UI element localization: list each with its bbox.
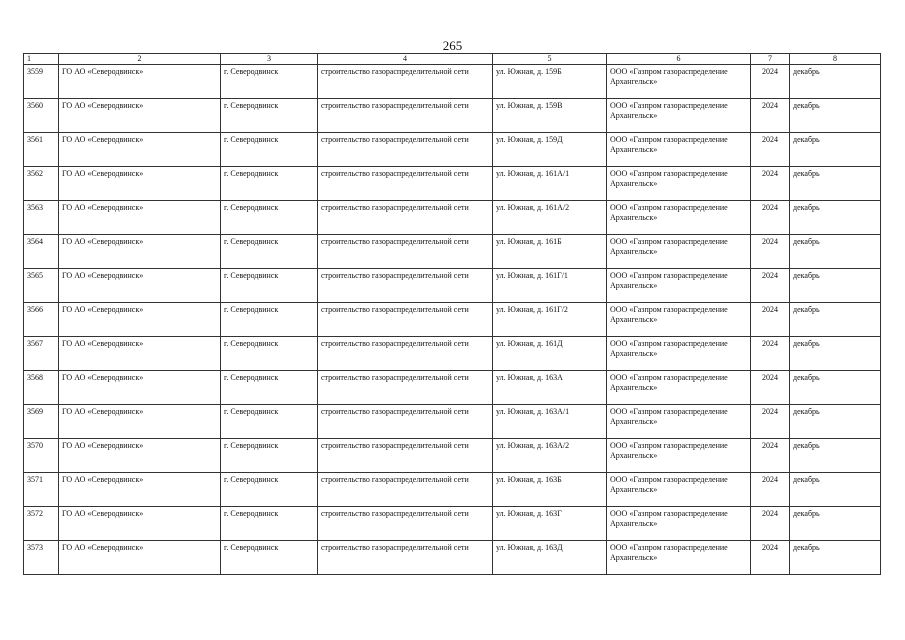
cell-month: декабрь <box>790 65 881 99</box>
cell-settlement: г. Северодвинск <box>221 405 318 439</box>
cell-row-number: 3573 <box>24 541 59 575</box>
cell-municipality: ГО АО «Северодвинск» <box>59 507 221 541</box>
cell-work-type: строительство газораспределительной сети <box>318 235 493 269</box>
table-row <box>24 167 881 201</box>
cell-address: ул. Южная, д. 159В <box>493 99 607 133</box>
table-row <box>24 269 881 303</box>
cell-address: ул. Южная, д. 163Б <box>493 473 607 507</box>
cell-municipality: ГО АО «Северодвинск» <box>59 133 221 167</box>
cell-address: ул. Южная, д. 159Б <box>493 65 607 99</box>
cell-organization: ООО «Газпром газораспределение Архангельск» <box>607 337 751 371</box>
cell-row-number: 3570 <box>24 439 59 473</box>
cell-row-number: 3571 <box>24 473 59 507</box>
cell-settlement: г. Северодвинск <box>221 201 318 235</box>
column-header-5: 5 <box>493 54 607 65</box>
cell-settlement: г. Северодвинск <box>221 235 318 269</box>
cell-organization: ООО «Газпром газораспределение Архангельск» <box>607 99 751 133</box>
cell-row-number: 3564 <box>24 235 59 269</box>
page-number: 265 <box>442 38 463 53</box>
cell-row-number: 3565 <box>24 269 59 303</box>
column-header-1: 1 <box>24 54 59 65</box>
table-row <box>24 405 881 439</box>
cell-address: ул. Южная, д. 161Г/1 <box>493 269 607 303</box>
cell-work-type: строительство газораспределительной сети <box>318 65 493 99</box>
cell-municipality: ГО АО «Северодвинск» <box>59 167 221 201</box>
cell-organization: ООО «Газпром газораспределение Архангельск» <box>607 133 751 167</box>
cell-address: ул. Южная, д. 161Б <box>493 235 607 269</box>
cell-work-type: строительство газораспределительной сети <box>318 541 493 575</box>
cell-municipality: ГО АО «Северодвинск» <box>59 405 221 439</box>
column-header-6: 6 <box>607 54 751 65</box>
cell-work-type: строительство газораспределительной сети <box>318 473 493 507</box>
cell-month: декабрь <box>790 235 881 269</box>
cell-settlement: г. Северодвинск <box>221 337 318 371</box>
cell-settlement: г. Северодвинск <box>221 133 318 167</box>
cell-municipality: ГО АО «Северодвинск» <box>59 65 221 99</box>
cell-month: декабрь <box>790 473 881 507</box>
table-row <box>24 303 881 337</box>
cell-address: ул. Южная, д. 161А/2 <box>493 201 607 235</box>
cell-year: 2024 <box>751 133 790 167</box>
cell-settlement: г. Северодвинск <box>221 507 318 541</box>
cell-work-type: строительство газораспределительной сети <box>318 303 493 337</box>
cell-settlement: г. Северодвинск <box>221 99 318 133</box>
cell-address: ул. Южная, д. 161А/1 <box>493 167 607 201</box>
table-row <box>24 439 881 473</box>
cell-row-number: 3562 <box>24 167 59 201</box>
cell-address: ул. Южная, д. 163Д <box>493 541 607 575</box>
cell-work-type: строительство газораспределительной сети <box>318 99 493 133</box>
table-row <box>24 235 881 269</box>
cell-month: декабрь <box>790 167 881 201</box>
cell-month: декабрь <box>790 541 881 575</box>
cell-month: декабрь <box>790 133 881 167</box>
cell-month: декабрь <box>790 269 881 303</box>
cell-municipality: ГО АО «Северодвинск» <box>59 235 221 269</box>
cell-settlement: г. Северодвинск <box>221 439 318 473</box>
cell-month: декабрь <box>790 337 881 371</box>
cell-year: 2024 <box>751 201 790 235</box>
cell-year: 2024 <box>751 541 790 575</box>
cell-organization: ООО «Газпром газораспределение Архангельск» <box>607 235 751 269</box>
cell-work-type: строительство газораспределительной сети <box>318 133 493 167</box>
cell-settlement: г. Северодвинск <box>221 167 318 201</box>
cell-work-type: строительство газораспределительной сети <box>318 405 493 439</box>
cell-address: ул. Южная, д. 163Г <box>493 507 607 541</box>
table-row <box>24 507 881 541</box>
column-header-2: 2 <box>59 54 221 65</box>
cell-year: 2024 <box>751 371 790 405</box>
cell-municipality: ГО АО «Северодвинск» <box>59 541 221 575</box>
cell-address: ул. Южная, д. 163А/2 <box>493 439 607 473</box>
cell-municipality: ГО АО «Северодвинск» <box>59 371 221 405</box>
cell-month: декабрь <box>790 507 881 541</box>
cell-work-type: строительство газораспределительной сети <box>318 507 493 541</box>
cell-settlement: г. Северодвинск <box>221 269 318 303</box>
data-table <box>23 53 881 575</box>
cell-organization: ООО «Газпром газораспределение Архангельск» <box>607 405 751 439</box>
cell-row-number: 3563 <box>24 201 59 235</box>
cell-year: 2024 <box>751 473 790 507</box>
table-row <box>24 65 881 99</box>
cell-settlement: г. Северодвинск <box>221 371 318 405</box>
cell-year: 2024 <box>751 167 790 201</box>
cell-organization: ООО «Газпром газораспределение Архангельск» <box>607 167 751 201</box>
cell-organization: ООО «Газпром газораспределение Архангельск» <box>607 473 751 507</box>
cell-address: ул. Южная, д. 163А/1 <box>493 405 607 439</box>
cell-row-number: 3566 <box>24 303 59 337</box>
cell-settlement: г. Северодвинск <box>221 303 318 337</box>
cell-month: декабрь <box>790 405 881 439</box>
cell-municipality: ГО АО «Северодвинск» <box>59 303 221 337</box>
cell-municipality: ГО АО «Северодвинск» <box>59 99 221 133</box>
table-row <box>24 99 881 133</box>
cell-year: 2024 <box>751 337 790 371</box>
cell-organization: ООО «Газпром газораспределение Архангельск» <box>607 439 751 473</box>
cell-work-type: строительство газораспределительной сети <box>318 337 493 371</box>
header-row <box>24 54 881 65</box>
table-header <box>24 54 881 65</box>
cell-year: 2024 <box>751 405 790 439</box>
cell-year: 2024 <box>751 99 790 133</box>
cell-organization: ООО «Газпром газораспределение Архангельск» <box>607 541 751 575</box>
cell-row-number: 3572 <box>24 507 59 541</box>
table-row <box>24 473 881 507</box>
cell-organization: ООО «Газпром газораспределение Архангельск» <box>607 507 751 541</box>
cell-organization: ООО «Газпром газораспределение Архангельск» <box>607 371 751 405</box>
cell-municipality: ГО АО «Северодвинск» <box>59 337 221 371</box>
table-row <box>24 201 881 235</box>
cell-organization: ООО «Газпром газораспределение Архангельск» <box>607 269 751 303</box>
cell-address: ул. Южная, д. 161Г/2 <box>493 303 607 337</box>
cell-municipality: ГО АО «Северодвинск» <box>59 269 221 303</box>
cell-work-type: строительство газораспределительной сети <box>318 439 493 473</box>
column-header-7: 7 <box>751 54 790 65</box>
cell-organization: ООО «Газпром газораспределение Архангельск» <box>607 65 751 99</box>
cell-row-number: 3569 <box>24 405 59 439</box>
table-row <box>24 541 881 575</box>
cell-work-type: строительство газораспределительной сети <box>318 371 493 405</box>
cell-municipality: ГО АО «Северодвинск» <box>59 439 221 473</box>
cell-address: ул. Южная, д. 161Д <box>493 337 607 371</box>
cell-work-type: строительство газораспределительной сети <box>318 269 493 303</box>
table-body <box>24 65 881 575</box>
cell-municipality: ГО АО «Северодвинск» <box>59 201 221 235</box>
cell-address: ул. Южная, д. 159Д <box>493 133 607 167</box>
cell-municipality: ГО АО «Северодвинск» <box>59 473 221 507</box>
cell-row-number: 3568 <box>24 371 59 405</box>
table-row <box>24 133 881 167</box>
column-header-8: 8 <box>790 54 881 65</box>
cell-month: декабрь <box>790 201 881 235</box>
cell-settlement: г. Северодвинск <box>221 65 318 99</box>
column-header-4: 4 <box>318 54 493 65</box>
cell-year: 2024 <box>751 439 790 473</box>
cell-settlement: г. Северодвинск <box>221 473 318 507</box>
cell-year: 2024 <box>751 303 790 337</box>
cell-work-type: строительство газораспределительной сети <box>318 201 493 235</box>
cell-month: декабрь <box>790 439 881 473</box>
cell-month: декабрь <box>790 303 881 337</box>
cell-year: 2024 <box>751 507 790 541</box>
cell-row-number: 3561 <box>24 133 59 167</box>
cell-year: 2024 <box>751 269 790 303</box>
cell-row-number: 3560 <box>24 99 59 133</box>
cell-organization: ООО «Газпром газораспределение Архангельск» <box>607 303 751 337</box>
cell-row-number: 3559 <box>24 65 59 99</box>
cell-year: 2024 <box>751 65 790 99</box>
cell-settlement: г. Северодвинск <box>221 541 318 575</box>
column-header-3: 3 <box>221 54 318 65</box>
cell-month: декабрь <box>790 99 881 133</box>
cell-work-type: строительство газораспределительной сети <box>318 167 493 201</box>
table-row <box>24 337 881 371</box>
cell-address: ул. Южная, д. 163А <box>493 371 607 405</box>
cell-year: 2024 <box>751 235 790 269</box>
table-row <box>24 371 881 405</box>
cell-month: декабрь <box>790 371 881 405</box>
cell-organization: ООО «Газпром газораспределение Архангельск» <box>607 201 751 235</box>
cell-row-number: 3567 <box>24 337 59 371</box>
